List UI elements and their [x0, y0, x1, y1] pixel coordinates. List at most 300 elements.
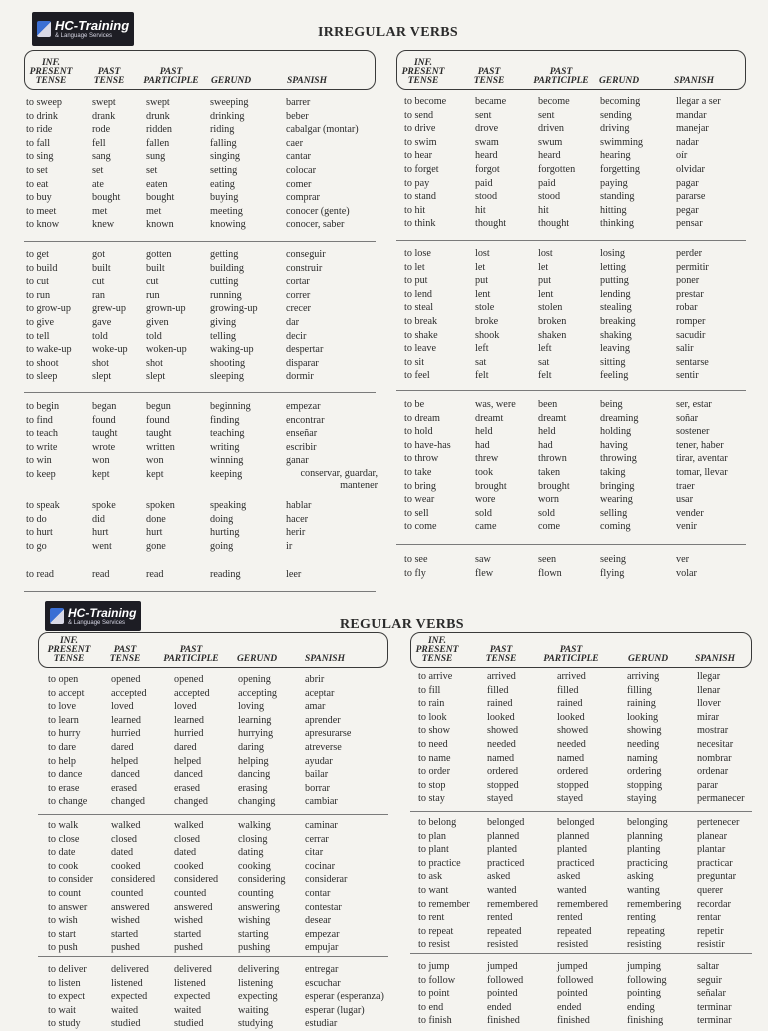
spanish-cell: escribir	[286, 441, 317, 453]
gerund-cell: meeting	[210, 205, 243, 217]
spanish-cell: practicar	[697, 857, 733, 869]
infinitive-cell: to give	[26, 316, 55, 328]
past-tense-cell: delivered	[111, 964, 149, 975]
past-tense-cell: loved	[111, 701, 134, 713]
infinitive-cell: to find	[26, 414, 53, 426]
gerund-cell: needing	[627, 738, 660, 750]
gerund-cell: selling	[600, 507, 628, 519]
past-participle-cell: changed	[174, 796, 208, 808]
gerund-cell: naming	[627, 752, 658, 764]
past-tense-cell: remembered	[487, 898, 538, 910]
infinitive-cell: to win	[26, 455, 52, 467]
infinitive-cell: to teach	[26, 428, 58, 440]
past-tense-cell: sat	[475, 356, 487, 368]
past-tense-cell: expected	[111, 991, 148, 1003]
gerund-cell: erasing	[238, 782, 268, 794]
spanish-cell: hablar	[286, 500, 312, 511]
column-header-line: PAST	[489, 644, 513, 655]
gerund-cell: beginning	[210, 401, 251, 412]
infinitive-cell: to follow	[418, 974, 456, 986]
infinitive-cell: to learn	[48, 714, 79, 726]
past-participle-cell: waited	[174, 1004, 202, 1016]
gerund-cell: opening	[238, 674, 271, 685]
past-tense-cell: dreamt	[475, 412, 504, 424]
past-tense-cell: closed	[111, 833, 138, 845]
column-header-line: TENSE	[407, 75, 439, 86]
infinitive-cell: to fall	[26, 137, 51, 149]
gerund-cell: finding	[210, 414, 240, 426]
spanish-cell: dar	[286, 316, 300, 328]
spanish-cell: citar	[305, 847, 324, 859]
infinitive-cell: to plant	[418, 844, 449, 856]
infinitive-cell: to plan	[418, 830, 447, 842]
group-separator	[396, 544, 746, 545]
infinitive-cell: to sell	[404, 507, 429, 519]
infinitive-cell: to tell	[26, 330, 50, 342]
past-participle-cell: erased	[174, 782, 201, 794]
infinitive-cell: to arrive	[418, 671, 453, 682]
infinitive-cell: to erase	[48, 782, 80, 794]
past-participle-cell: left	[538, 343, 552, 355]
column-header-past	[87, 68, 131, 86]
column-header-line: TENSE	[53, 653, 85, 664]
group-separator	[410, 811, 752, 812]
column-header-line: PAST	[559, 644, 583, 655]
gerund-cell: becoming	[600, 96, 641, 107]
infinitive-cell: to go	[26, 540, 47, 552]
infinitive-cell: to deliver	[48, 964, 87, 975]
column-header-inf	[409, 637, 465, 664]
spanish-cell: tirar, aventar	[676, 453, 728, 465]
spanish-cell: encontrar	[286, 414, 325, 426]
irregular-right-header	[396, 50, 746, 90]
spanish-cell: ser, estar	[676, 399, 712, 410]
gerund-cell: hitting	[600, 204, 627, 216]
past-participle-cell: hit	[538, 204, 549, 216]
past-tense-cell: walked	[111, 820, 141, 831]
spanish-cell: tener, haber	[676, 439, 724, 451]
infinitive-cell: to feel	[404, 370, 430, 382]
spanish-cell: correr	[286, 289, 311, 301]
group-separator	[38, 956, 388, 957]
gerund-cell: stopping	[627, 779, 663, 791]
gerund-cell: sweeping	[210, 97, 249, 108]
past-participle-cell: cut	[146, 276, 159, 288]
past-tense-cell: read	[92, 569, 110, 580]
infinitive-cell: to cook	[48, 860, 79, 872]
past-participle-cell: woken-up	[146, 344, 187, 356]
spanish-cell: permitir	[676, 261, 709, 273]
infinitive-cell: to lose	[404, 248, 431, 259]
past-tense-cell: sent	[475, 109, 492, 121]
gerund-cell: running	[210, 289, 242, 301]
gerund-cell: planning	[627, 830, 663, 842]
spanish-cell: recordar	[697, 898, 731, 910]
gerund-cell: feeling	[600, 370, 629, 382]
spanish-cell: empezar	[286, 401, 321, 412]
past-tense-cell: brought	[475, 480, 507, 492]
spanish-cell: mandar	[676, 109, 707, 121]
past-tense-cell: sang	[92, 151, 111, 163]
past-tense-cell: came	[475, 521, 497, 533]
past-tense-cell: let	[475, 261, 486, 273]
gerund-cell: throwing	[600, 453, 637, 465]
gerund-cell: resisting	[627, 939, 662, 951]
column-header-line: PRESENT	[29, 66, 73, 77]
past-participle-cell: rained	[557, 698, 583, 710]
gerund-cell: coming	[600, 521, 631, 533]
past-participle-cell: belonged	[557, 817, 595, 828]
past-participle-cell: studied	[174, 1018, 204, 1030]
past-participle-cell: learned	[174, 714, 204, 726]
infinitive-cell: to shoot	[26, 357, 59, 369]
infinitive-cell: to practice	[418, 857, 461, 869]
past-tense-cell: ate	[92, 178, 104, 190]
past-participle-cell: thrown	[538, 453, 567, 465]
spanish-cell: cortar	[286, 276, 310, 288]
gerund-cell: loving	[238, 701, 265, 713]
past-tense-cell: answered	[111, 901, 150, 913]
past-participle-cell: looked	[557, 711, 585, 723]
past-tense-cell: wore	[475, 494, 496, 506]
column-header-pp	[538, 646, 604, 664]
spanish-cell: necesitar	[697, 738, 734, 750]
column-header-line: INF.	[41, 57, 61, 68]
spanish-cell: pagar	[676, 177, 699, 189]
group-separator	[38, 814, 388, 815]
past-participle-cell: given	[146, 316, 169, 328]
past-tense-cell: held	[475, 426, 493, 438]
gerund-cell: dreaming	[600, 412, 639, 424]
column-header-line: INF.	[427, 635, 447, 646]
past-participle-cell: practiced	[557, 857, 595, 869]
past-participle-cell: delivered	[174, 964, 212, 975]
spanish-cell: crecer	[286, 303, 311, 315]
past-participle-cell: opened	[174, 674, 204, 685]
column-header-line: SPANISH	[695, 653, 735, 664]
gerund-cell: hurrying	[238, 728, 274, 740]
infinitive-cell: to date	[48, 847, 76, 859]
infinitive-cell: to run	[26, 289, 51, 301]
spanish-cell: escuchar	[305, 977, 341, 989]
infinitive-cell: to grow-up	[26, 303, 71, 315]
spanish-cell: cabalgar (montar)	[286, 124, 359, 136]
gerund-cell: growing-up	[210, 303, 258, 315]
past-tense-cell: helped	[111, 755, 139, 767]
column-header-line: SPANISH	[287, 75, 327, 86]
logo-tagline: & Language Services	[68, 619, 126, 626]
group-separator	[396, 240, 746, 241]
gerund-cell: thinking	[600, 218, 634, 230]
column-header-line: TENSE	[109, 653, 141, 664]
past-tense-cell: had	[475, 439, 490, 451]
gerund-cell: driving	[600, 123, 630, 135]
past-tense-cell: grew-up	[92, 303, 126, 315]
infinitive-cell: to study	[48, 1018, 81, 1030]
column-header-line: SPANISH	[674, 75, 714, 86]
past-participle-cell: showed	[557, 725, 589, 737]
gerund-cell: ordering	[627, 766, 662, 778]
past-participle-cell: set	[146, 164, 158, 176]
past-participle-cell: shot	[146, 357, 163, 369]
gerund-cell: putting	[600, 275, 629, 287]
gerund-cell: looking	[627, 711, 659, 723]
gerund-cell: expecting	[238, 991, 278, 1003]
gerund-cell: hurting	[210, 527, 240, 539]
spanish-cell: usar	[676, 494, 693, 506]
gerund-cell: wearing	[600, 494, 633, 506]
infinitive-cell: to meet	[26, 205, 57, 217]
past-tense-cell: set	[92, 164, 104, 176]
infinitive-cell: to see	[404, 554, 428, 565]
spanish-cell: oír	[676, 150, 688, 162]
past-tense-cell: swept	[92, 97, 116, 108]
past-participle-cell: arrived	[557, 671, 586, 682]
gerund-cell: paying	[600, 177, 628, 189]
spanish-cell: considerar	[305, 874, 348, 886]
past-participle-cell: begun	[146, 401, 171, 412]
gerund-cell: raining	[627, 698, 656, 710]
past-participle-cell: sent	[538, 109, 555, 121]
past-tense-cell: stayed	[487, 793, 514, 805]
past-participle-cell: stolen	[538, 302, 563, 314]
gerund-cell: considering	[238, 874, 286, 886]
group-separator	[410, 953, 752, 954]
past-tense-cell: filled	[487, 684, 509, 696]
spanish-cell: contar	[305, 887, 331, 899]
past-tense-cell: heard	[475, 150, 498, 162]
gerund-cell: bringing	[600, 480, 635, 492]
column-header-spanish	[687, 655, 743, 664]
infinitive-cell: to drink	[26, 110, 58, 122]
past-tense-cell: fell	[92, 137, 106, 149]
column-header-line: GERUND	[236, 653, 278, 664]
infinitive-cell: to pay	[404, 177, 430, 189]
past-participle-cell: grown-up	[146, 303, 186, 315]
gerund-cell: cooking	[238, 860, 271, 872]
past-participle-cell: spoken	[146, 500, 175, 511]
past-participle-cell: bought	[146, 192, 175, 204]
past-tense-cell: went	[92, 540, 112, 552]
past-participle-cell: lent	[538, 288, 554, 300]
gerund-cell: having	[600, 439, 628, 451]
spanish-cell: construir	[286, 262, 323, 274]
hc-training-logo-regular	[45, 601, 141, 631]
spanish-cell: llegar a ser	[676, 96, 721, 107]
spanish-cell: rentar	[697, 912, 721, 924]
spanish-cell: soñar	[676, 412, 699, 424]
infinitive-cell: to fill	[418, 684, 441, 696]
past-participle-cell: forgotten	[538, 163, 576, 175]
past-tense-cell: bought	[92, 192, 121, 204]
past-tense-cell: won	[92, 455, 110, 467]
spanish-cell: empezar	[305, 928, 340, 940]
past-tense-cell: started	[111, 928, 139, 940]
spanish-cell: bailar	[305, 769, 329, 781]
infinitive-cell: to jump	[418, 961, 450, 972]
infinitive-cell: to swim	[404, 136, 437, 148]
gerund-cell: cutting	[210, 276, 239, 288]
regular-right-header	[410, 632, 752, 668]
past-participle-cell: hurt	[146, 527, 163, 539]
logo-name: HC-Training	[55, 18, 130, 33]
past-tense-cell: was, were	[475, 399, 516, 410]
irregular-left-header	[24, 50, 376, 90]
gerund-cell: reading	[210, 569, 241, 580]
spanish-cell: traer	[676, 480, 695, 492]
past-tense-cell: found	[92, 414, 116, 426]
past-participle-cell: gotten	[146, 249, 172, 260]
gerund-cell: waiting	[238, 1004, 269, 1016]
past-participle-cell: followed	[557, 974, 594, 986]
spanish-cell: cambiar	[305, 796, 338, 808]
column-header-line: PRESENT	[401, 66, 445, 77]
gerund-cell: learning	[238, 714, 272, 726]
spanish-cell: ayudar	[305, 755, 333, 767]
past-tense-cell: swam	[475, 136, 499, 148]
spanish-cell: salir	[676, 343, 694, 355]
past-tense-cell: kept	[92, 468, 110, 480]
column-header-line: TENSE	[473, 75, 505, 86]
past-tense-cell: met	[92, 205, 108, 217]
gerund-cell: planting	[627, 844, 661, 856]
past-participle-cell: known	[146, 219, 174, 231]
past-participle-cell: come	[538, 521, 561, 533]
gerund-cell: leaving	[600, 343, 630, 355]
infinitive-cell: to love	[48, 701, 77, 713]
past-participle-cell: built	[146, 262, 165, 274]
past-tense-cell: followed	[487, 974, 524, 986]
past-participle-cell: closed	[174, 833, 201, 845]
infinitive-cell: to wake-up	[26, 344, 72, 356]
infinitive-cell: to hurt	[26, 527, 53, 539]
gerund-cell: sleeping	[210, 371, 244, 383]
past-tense-cell: waited	[111, 1004, 139, 1016]
column-header-inf	[23, 59, 79, 86]
past-tense-cell: got	[92, 249, 106, 260]
infinitive-cell: to need	[418, 738, 448, 750]
infinitive-cell: to know	[26, 219, 60, 231]
past-participle-cell: been	[538, 399, 558, 410]
gerund-cell: losing	[600, 248, 625, 259]
gerund-cell: wishing	[238, 915, 271, 927]
past-tense-cell: rained	[487, 698, 513, 710]
past-participle-cell: jumped	[557, 961, 588, 972]
past-tense-cell: erased	[111, 782, 138, 794]
column-header-line: PARTICIPLE	[163, 653, 219, 664]
past-participle-cell: shaken	[538, 329, 567, 341]
column-header-inf	[395, 59, 451, 86]
column-header-past	[103, 646, 147, 664]
infinitive-cell: to put	[404, 275, 428, 287]
infinitive-cell: to keep	[26, 468, 56, 480]
column-header-inf	[41, 637, 97, 664]
past-tense-cell: rode	[92, 124, 111, 136]
gerund-cell: listening	[238, 977, 274, 989]
past-tense-cell: taught	[92, 428, 118, 440]
past-tense-cell: resisted	[487, 939, 519, 951]
infinitive-cell: to rain	[418, 698, 445, 710]
gerund-cell: buying	[210, 192, 239, 204]
infinitive-cell: to count	[48, 887, 82, 899]
column-header-past	[479, 646, 523, 664]
spanish-cell: llenar	[697, 684, 721, 696]
gerund-cell: finishing	[627, 1015, 664, 1027]
infinitive-cell: to bring	[404, 480, 436, 492]
spanish-cell: disparar	[286, 357, 319, 369]
past-participle-cell: planted	[557, 844, 587, 856]
column-header-gerund	[591, 77, 647, 86]
gerund-cell: waking-up	[210, 344, 254, 356]
past-participle-cell: taught	[146, 428, 172, 440]
past-tense-cell: saw	[475, 554, 491, 565]
spanish-cell: conseguir	[286, 249, 326, 260]
past-participle-cell: rented	[557, 912, 583, 924]
spanish-cell: terminar	[697, 1015, 732, 1027]
column-header-line: PAST	[113, 644, 137, 655]
spanish-cell: manejar	[676, 123, 709, 135]
column-header-line: SPANISH	[305, 653, 345, 664]
spanish-cell: ver	[676, 554, 690, 565]
column-header-pp	[528, 68, 594, 86]
spanish-cell: planear	[697, 830, 727, 842]
past-participle-cell: finished	[557, 1015, 590, 1027]
infinitive-cell: to stop	[418, 779, 446, 791]
spanish-cell: decir	[286, 330, 307, 342]
infinitive-cell: to send	[404, 109, 434, 121]
gerund-cell: belonging	[627, 817, 668, 828]
past-tense-cell: left	[475, 343, 489, 355]
past-participle-cell: repeated	[557, 925, 592, 937]
infinitive-cell: to name	[418, 752, 451, 764]
past-tense-cell: jumped	[487, 961, 518, 972]
spanish-cell: cantar	[286, 151, 311, 163]
past-participle-cell: stayed	[557, 793, 584, 805]
spanish-cell: terminar	[697, 1001, 732, 1013]
past-participle-cell: lost	[538, 248, 553, 259]
gerund-cell: riding	[210, 124, 235, 136]
hc-training-logo	[32, 12, 134, 46]
gerund-cell: answering	[238, 901, 280, 913]
infinitive-cell: to set	[26, 164, 48, 176]
past-participle-cell: sold	[538, 507, 555, 519]
column-header-line: PAST	[549, 66, 573, 77]
spanish-cell: leer	[286, 569, 302, 580]
past-participle-cell: run	[146, 289, 160, 301]
gerund-cell: doing	[210, 513, 234, 525]
logo-name: HC-Training	[68, 605, 137, 620]
past-tense-cell: threw	[475, 453, 499, 465]
past-tense-cell: planted	[487, 844, 517, 856]
spanish-cell: pertenecer	[697, 817, 740, 828]
past-tense-cell: became	[475, 96, 507, 107]
past-tense-cell: counted	[111, 887, 144, 899]
infinitive-cell: to speak	[26, 500, 60, 511]
spanish-cell: conservar, guardar, mantener	[300, 467, 378, 491]
infinitive-cell: to sleep	[26, 371, 58, 383]
spanish-cell: herir	[286, 527, 306, 539]
past-tense-cell: needed	[487, 738, 516, 750]
infinitive-cell: to wish	[48, 915, 78, 927]
infinitive-cell: to sit	[404, 356, 425, 368]
past-participle-cell: held	[538, 426, 556, 438]
spanish-cell: entregar	[305, 964, 339, 975]
past-participle-cell: expected	[174, 991, 211, 1003]
infinitive-cell: to eat	[26, 178, 49, 190]
past-tense-cell: dared	[111, 741, 134, 753]
gerund-cell: speaking	[210, 500, 247, 511]
gerund-cell: shooting	[210, 357, 246, 369]
